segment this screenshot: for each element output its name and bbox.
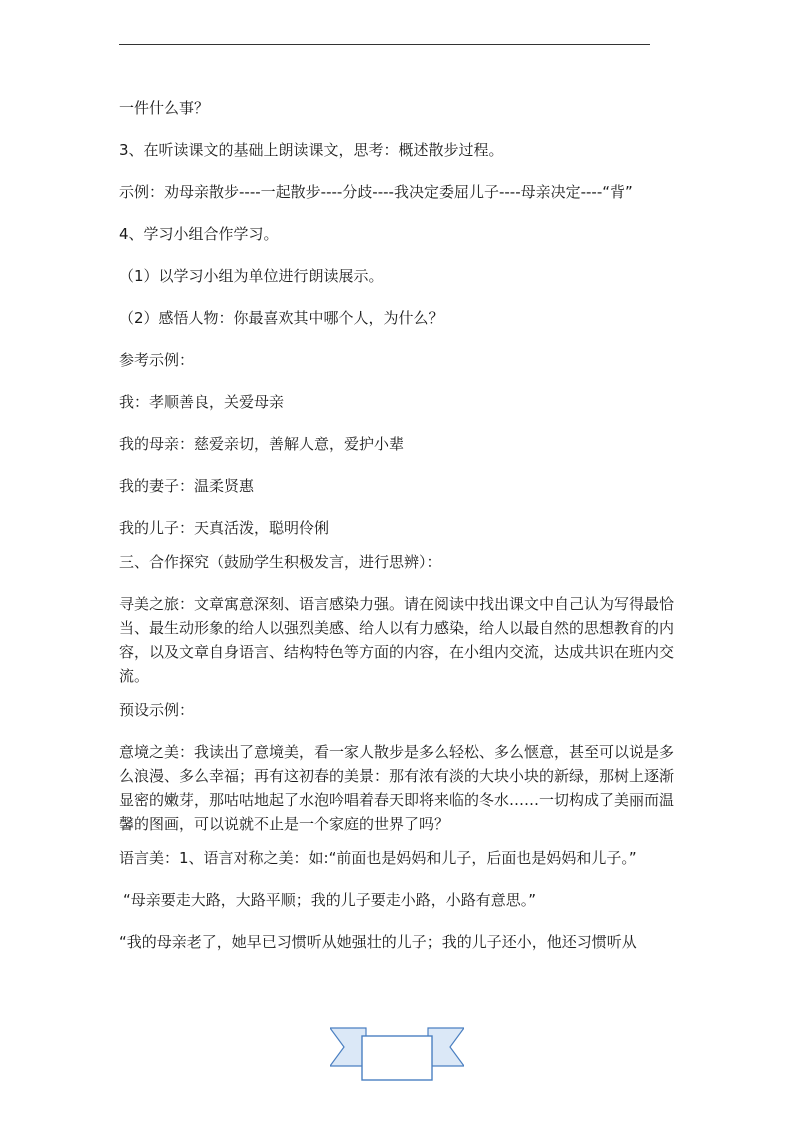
header-rule bbox=[119, 44, 650, 45]
paragraph-step-4: 4、学习小组合作学习。 bbox=[119, 225, 279, 243]
paragraph-quote-mother-old: “我的母亲老了，她早已习惯听从她强壮的儿子；我的儿子还小，他还习惯听从 bbox=[119, 933, 637, 951]
document-body bbox=[119, 96, 675, 972]
paragraph-example-process: 示例：劝母亲散步----一起散步----分歧----我决定委屈儿子----母亲决定----“背” bbox=[119, 183, 633, 201]
paragraph-character-wife: 我的妻子：温柔贤惠 bbox=[119, 477, 255, 495]
paragraph-character-mother: 我的母亲：慈爱亲切，善解人意，爱护小辈 bbox=[119, 435, 405, 453]
ribbon-banner-icon bbox=[330, 1022, 464, 1082]
paragraph-step-4-1: （1）以学习小组为单位进行朗读展示。 bbox=[119, 267, 384, 285]
paragraph-quote-roads: “母亲要走大路，大路平顺；我的儿子要走小路，小路有意思。” bbox=[123, 891, 537, 909]
paragraph-reference-example: 参考示例： bbox=[119, 351, 195, 369]
paragraph-beauty-journey: 寻美之旅：文章寓意深刻、语言感染力强。请在阅读中找出课文中自己认为写得最恰当、最生动形象的给人以强烈美感、给人以有力感染，给人以最自然的思想教育的内容，以及文章自身语言、结构特色等方面的内容，在小组内交流，达成共识在班内交流。 bbox=[119, 595, 675, 685]
section-heading-cooperative-inquiry: 三、合作探究（鼓励学生积极发言，进行思辨）： bbox=[119, 553, 442, 571]
paragraph-step-3: 3、在听读课文的基础上朗读课文，思考：概述散步过程。 bbox=[119, 141, 504, 159]
paragraph-character-son: 我的儿子：天真活泼，聪明伶俐 bbox=[119, 519, 330, 537]
paragraph-mood-beauty: 意境之美：我读出了意境美，看一家人散步是多么轻松、多么惬意，甚至可以说是多么浪漫、多么幸福；再有这初春的美景：那有浓有淡的大块小块的新绿，那树上逐渐显密的嫩芽，那咕咕地起了水泡吟唱着春天即将来临的冬水……一切构成了美丽而温馨的图画，可以说就不止是一个家庭的世界了吗？ bbox=[119, 743, 675, 833]
paragraph-language-beauty: 语言美：1、语言对称之美：如:“前面也是妈妈和儿子，后面也是妈妈和儿子。” bbox=[119, 849, 637, 867]
paragraph-character-me: 我：孝顺善良，关爱母亲 bbox=[119, 393, 285, 411]
paragraph-question-end: 一件什么事？ bbox=[119, 99, 210, 117]
paragraph-preset-example: 预设示例： bbox=[119, 701, 195, 719]
paragraph-step-4-2: （2）感悟人物：你最喜欢其中哪个人，为什么？ bbox=[119, 309, 444, 327]
